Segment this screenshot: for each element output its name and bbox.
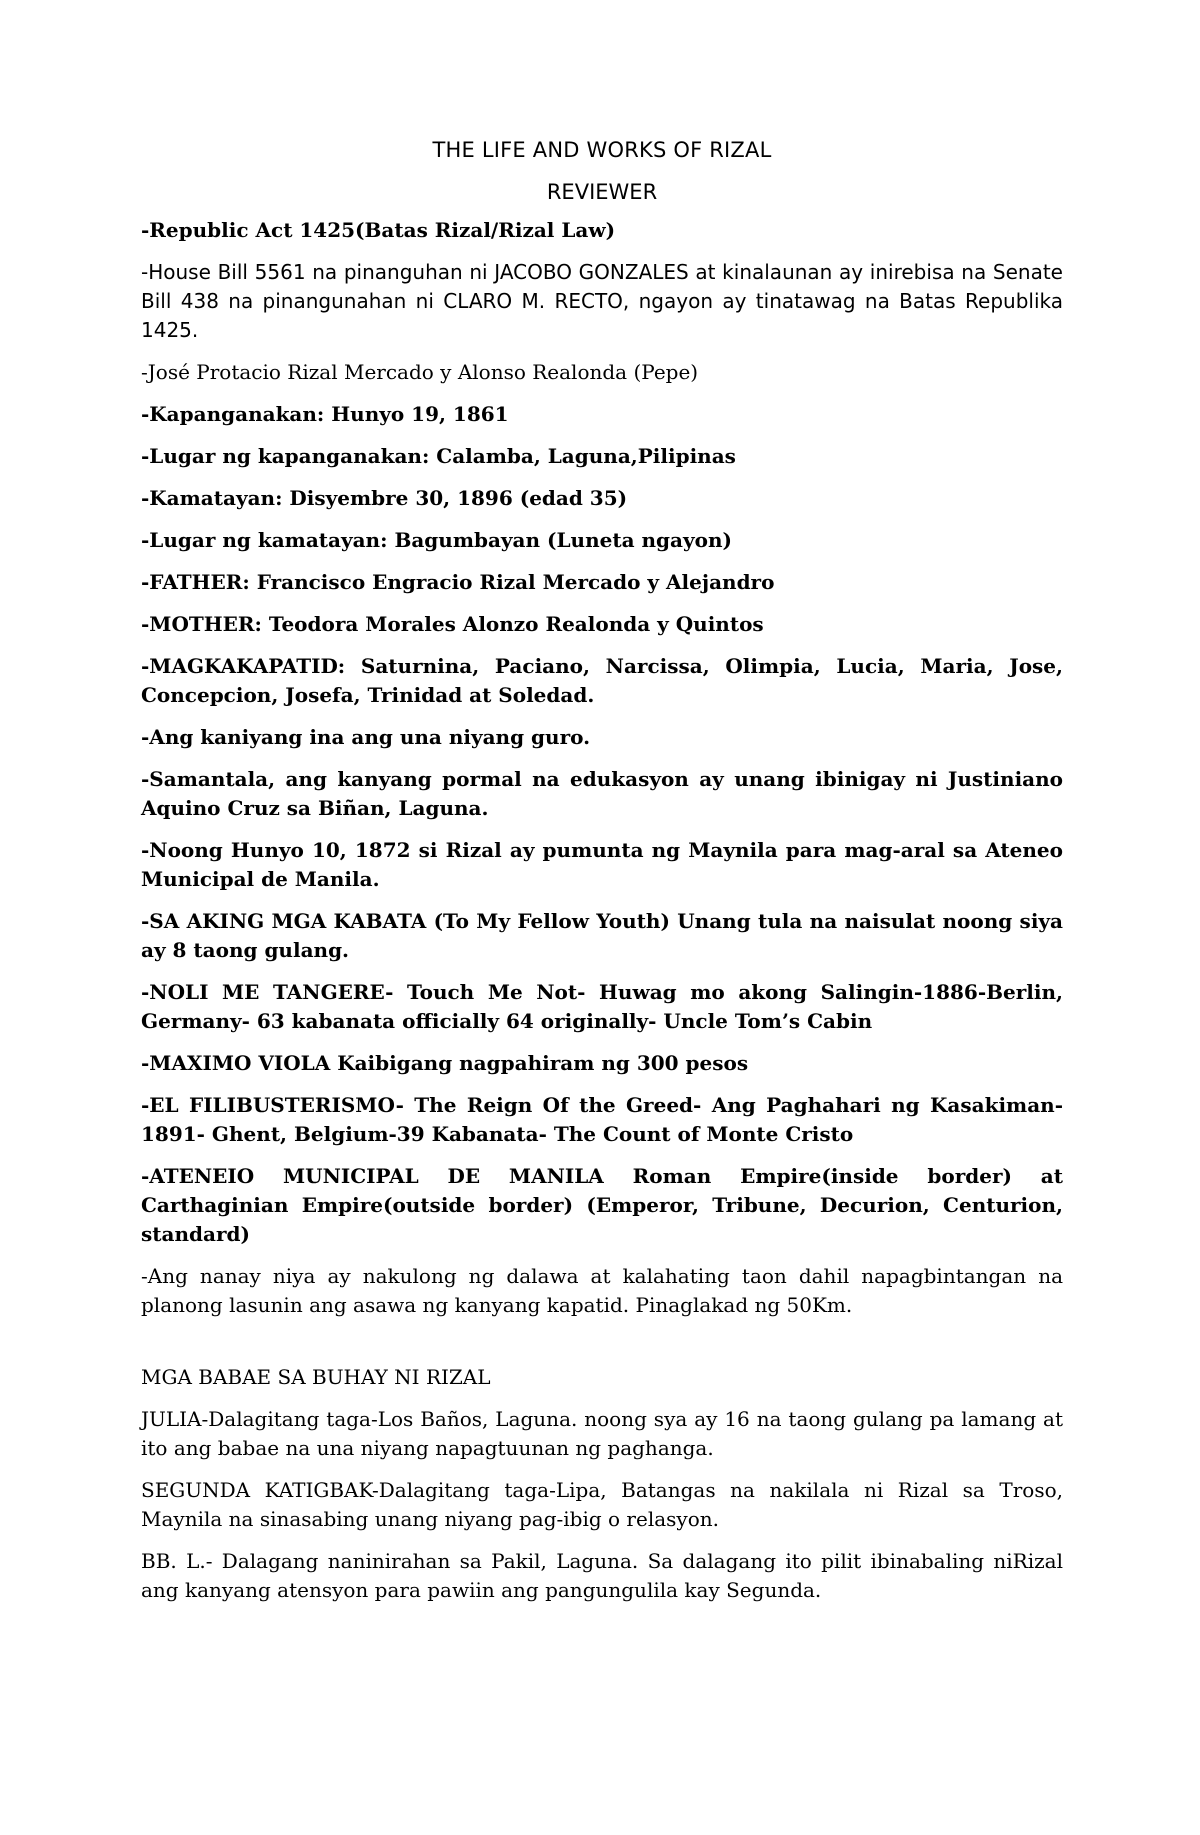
line-birth-place: -Lugar ng kapanganakan: Calamba, Laguna,Pilipinas (141, 444, 736, 468)
line-el-filibusterismo: -EL FILIBUSTERISMO- The Reign Of the Greed- Ang Paghahari ng Kasakiman- 1891- Ghent, Belgium-39 Kabanata- The Count of Monte Cristo (141, 1093, 1063, 1146)
line-mother-imprisoned: -Ang nanay niya ay nakulong ng dalawa at kalahating taon dahil napagbintangan na planong lasunin ang asawa ng kanyang kapatid. Pinaglakad ng 50Km. (141, 1264, 1063, 1317)
section-spacer (141, 1333, 1063, 1363)
line-first-teacher: -Ang kaniyang ina ang una niyang guro. (141, 725, 591, 749)
line-full-name: -José Protacio Rizal Mercado y Alonso Realonda (Pepe) (141, 360, 699, 384)
line-bb-l: BB. L.- Dalagang naninirahan sa Pakil, Laguna. Sa dalagang ito pilit ibinabaling niRizal ang kanyang atensyon para pawiin ang pangungulila kay Segunda. (141, 1549, 1063, 1602)
line-first-poem: -SA AKING MGA KABATA (To My Fellow Youth) Unang tula na naisulat noong siya ay 8 taong gulang. (141, 909, 1063, 962)
line-death-date: -Kamatayan: Disyembre 30, 1896 (edad 35) (141, 486, 628, 510)
line-segunda-katigbak: SEGUNDA KATIGBAK-Dalagitang taga-Lipa, Batangas na nakilala ni Rizal sa Troso, Maynila na sinasabing unang niyang pag-ibig o relasyon. (141, 1478, 1063, 1531)
line-ateneo: -Noong Hunyo 10, 1872 si Rizal ay pumunta ng Maynila para mag-aral sa Ateneo Municipal de Manila. (141, 838, 1063, 891)
line-mother: -MOTHER: Teodora Morales Alonzo Realonda y Quintos (141, 612, 764, 636)
line-formal-education: -Samantala, ang kanyang pormal na edukasyon ay unang ibinigay ni Justiniano Aquino Cruz sa Biñan, Laguna. (141, 767, 1063, 820)
line-death-place: -Lugar ng kamatayan: Bagumbayan (Luneta ngayon) (141, 528, 732, 552)
document-title: THE LIFE AND WORKS OF RIZAL (432, 138, 772, 162)
line-house-bill: -House Bill 5561 na pinanguhan ni JACOBO GONZALES at kinalaunan ay inirebisa na Senate Bill 438 na pinangunahan ni CLARO M. RECTO, ngayon ay tinatawag na Batas Republika 1425. (141, 260, 1063, 342)
line-republic-act: -Republic Act 1425(Batas Rizal/Rizal Law) (141, 218, 616, 242)
section-heading: MGA BABAE SA BUHAY NI RIZAL (141, 1365, 491, 1389)
document-content (141, 136, 1063, 1618)
line-maximo-viola: -MAXIMO VIOLA Kaibigang nagpahiram ng 300 pesos (141, 1051, 749, 1075)
line-siblings: -MAGKAKAPATID: Saturnina, Paciano, Narcissa, Olimpia, Lucia, Maria, Jose, Concepcion, Josefa, Trinidad at Soledad. (141, 654, 1063, 707)
document-subtitle: REVIEWER (546, 180, 658, 204)
line-noli-me-tangere: -NOLI ME TANGERE- Touch Me Not- Huwag mo akong Salingin-1886-Berlin, Germany- 63 kabanata officially 64 originally- Uncle Tom’s Cabin (141, 980, 1063, 1033)
line-father: -FATHER: Francisco Engracio Rizal Mercado y Alejandro (141, 570, 775, 594)
line-ateneo-empires: -ATENEIO MUNICIPAL DE MANILA Roman Empire(inside border) at Carthaginian Empire(outside border) (Emperor, Tribune, Decurion, Centurion, standard) (141, 1164, 1063, 1246)
line-birth-date: -Kapanganakan: Hunyo 19, 1861 (141, 402, 509, 426)
line-julia: JULIA-Dalagitang taga-Los Baños, Laguna. noong sya ay 16 na taong gulang pa lamang at ito ang babae na una niyang napagtuunan ng paghanga. (141, 1407, 1063, 1460)
